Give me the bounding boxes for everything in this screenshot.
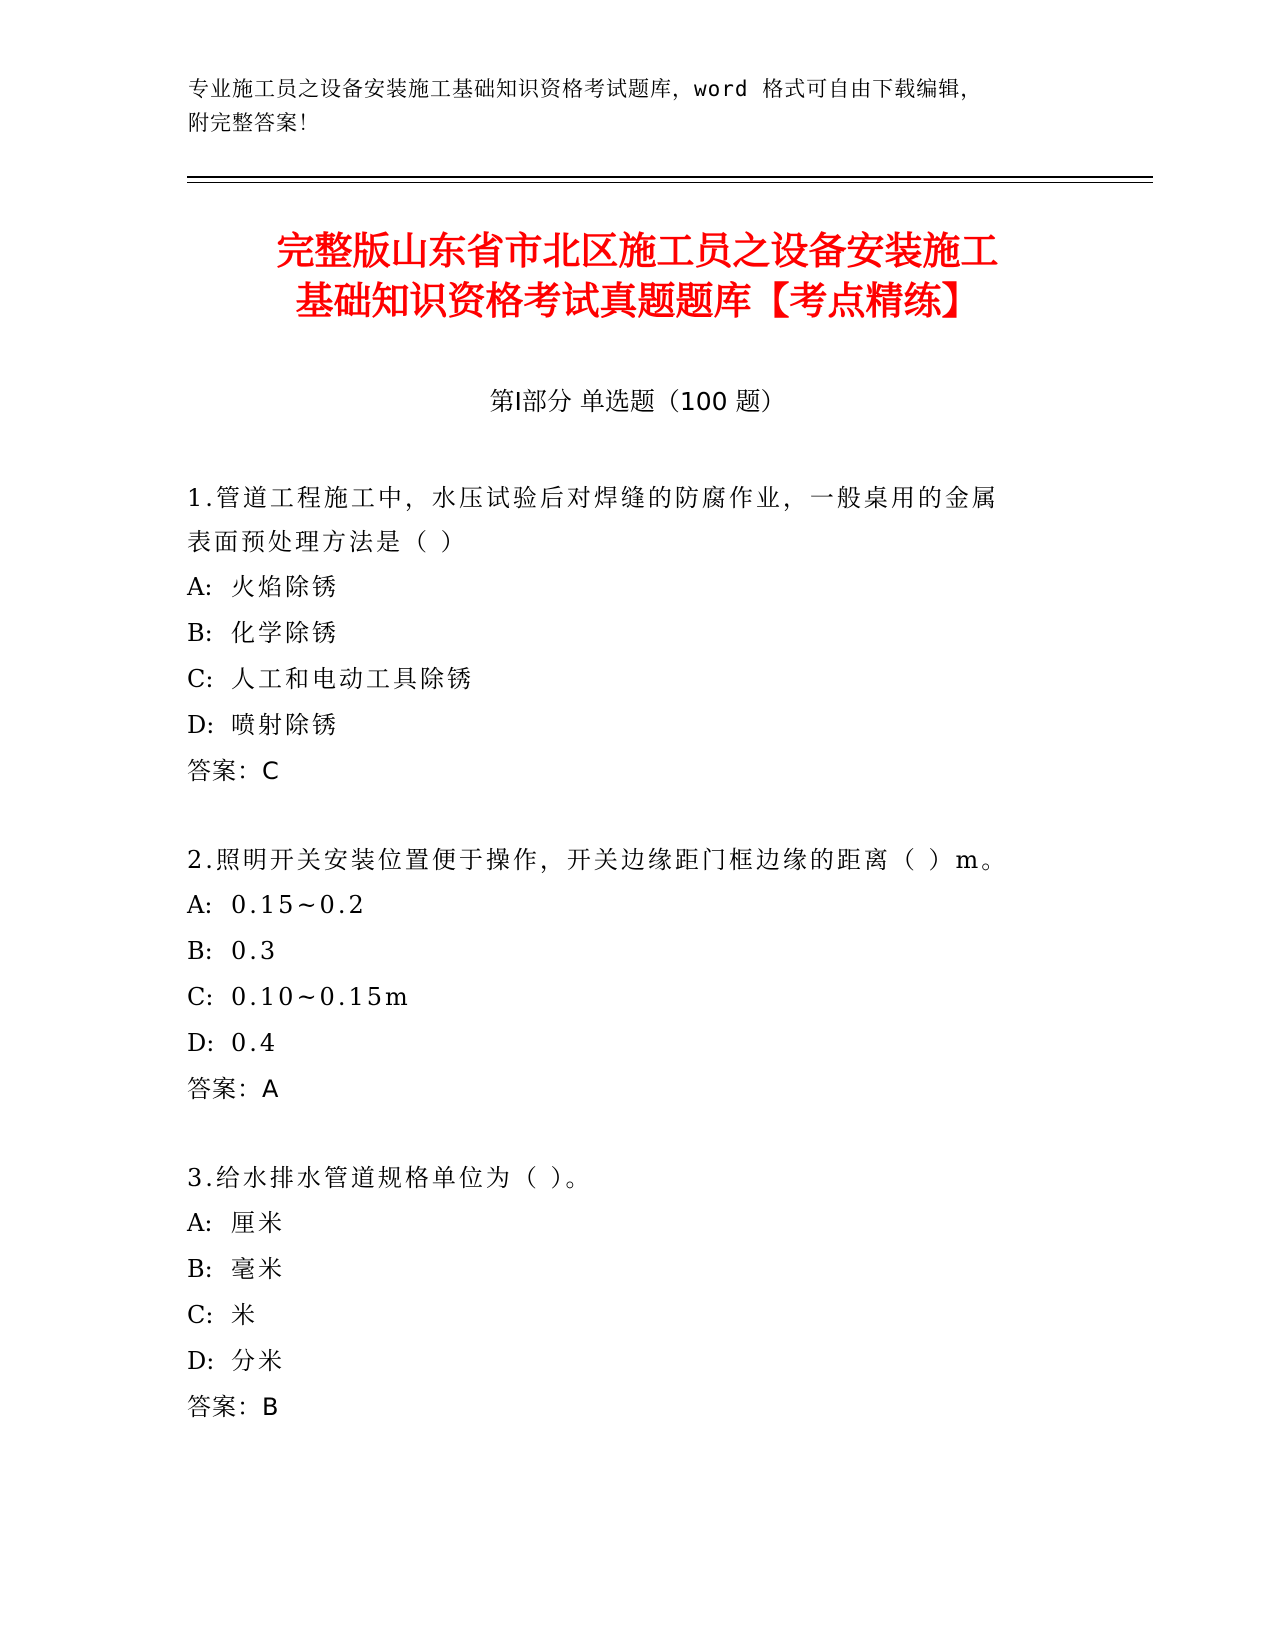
document-title (150, 226, 1125, 326)
header-divider-thick (187, 176, 1153, 178)
option-letter: A: (187, 573, 213, 601)
option-text: 毫米 (231, 1255, 285, 1283)
option-text: 0.10~0.15m (231, 983, 411, 1011)
question-stem-continued: 表面预处理方法是（ ） (187, 528, 468, 556)
answer-value: C (262, 757, 280, 785)
question-2 (187, 838, 1087, 1112)
option-letter: C: (187, 983, 214, 1011)
option-letter: C: (187, 665, 214, 693)
option-letter: A: (187, 1209, 213, 1237)
document-title-line-1: 完整版山东省市北区施工员之设备安装施工 (276, 229, 999, 273)
document-title-line-2: 基础知识资格考试真题题库【考点精练】 (295, 279, 980, 323)
header-divider-thin (187, 182, 1153, 183)
option-letter: B: (187, 619, 213, 647)
option-text: 化学除锈 (231, 619, 339, 647)
header-note (188, 72, 1088, 140)
question-stem: 3.给水排水管道规格单位为（ ）。 (187, 1164, 593, 1192)
header-note-line-1: 专业施工员之设备安装施工基础知识资格考试题库，word 格式可自由下载编辑， (188, 77, 983, 101)
option-letter: D: (187, 711, 215, 739)
option-text: 人工和电动工具除锈 (231, 665, 474, 693)
header-note-line-2: 附完整答案！ (188, 111, 320, 135)
option-letter: D: (187, 1029, 215, 1057)
option-c (187, 656, 1087, 702)
option-a (187, 564, 1087, 610)
option-d (187, 1020, 1087, 1066)
answer-value: B (262, 1393, 280, 1421)
answer-line (187, 1066, 1087, 1112)
answer-label: 答案： (187, 1075, 262, 1103)
option-text: 米 (231, 1301, 258, 1329)
option-text: 0.15~0.2 (231, 891, 367, 919)
option-letter: A: (187, 891, 213, 919)
section-heading: 第Ⅰ部分 单选题（100 题） (489, 387, 786, 416)
answer-line (187, 748, 1087, 794)
option-text: 厘米 (231, 1209, 285, 1237)
answer-line (187, 1384, 1087, 1430)
option-a (187, 882, 1087, 928)
question-list (187, 476, 1087, 1474)
answer-label: 答案： (187, 757, 262, 785)
option-text: 分米 (231, 1347, 285, 1375)
option-b (187, 610, 1087, 656)
answer-value: A (262, 1075, 280, 1103)
option-letter: B: (187, 1255, 213, 1283)
option-letter: B: (187, 937, 213, 965)
option-letter: D: (187, 1347, 215, 1375)
option-c (187, 974, 1087, 1020)
option-a (187, 1200, 1087, 1246)
option-text: 0.4 (231, 1029, 279, 1057)
option-c (187, 1292, 1087, 1338)
question-stem: 2.照明开关安装位置便于操作，开关边缘距门框边缘的距离（ ）m。 (187, 846, 1009, 874)
option-b (187, 1246, 1087, 1292)
option-letter: C: (187, 1301, 214, 1329)
option-text: 火焰除锈 (231, 573, 339, 601)
option-d (187, 1338, 1087, 1384)
option-text: 0.3 (231, 937, 279, 965)
question-3 (187, 1156, 1087, 1430)
question-stem: 1.管道工程施工中，水压试验后对焊缝的防腐作业，一般桌用的金属 (187, 484, 999, 512)
option-b (187, 928, 1087, 974)
question-1 (187, 476, 1087, 794)
answer-label: 答案： (187, 1393, 262, 1421)
option-d (187, 702, 1087, 748)
option-text: 喷射除锈 (231, 711, 339, 739)
